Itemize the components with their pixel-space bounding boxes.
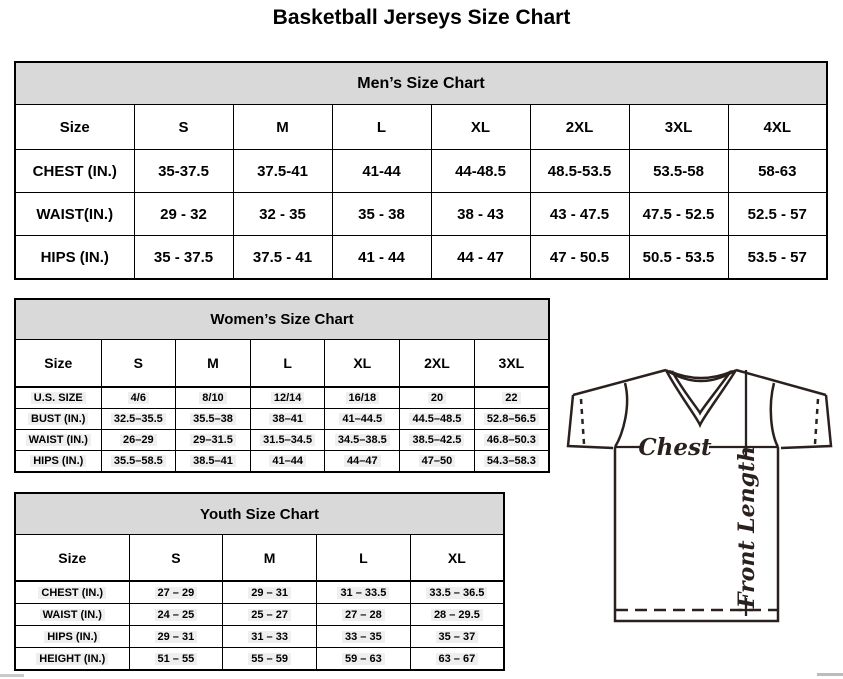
size-value: 24 – 25 — [129, 604, 223, 626]
size-value: 31 – 33 — [223, 626, 317, 648]
size-value: 28 – 29.5 — [410, 604, 504, 626]
column-header: Size — [15, 105, 134, 150]
column-header: S — [129, 535, 223, 582]
table-row — [15, 604, 504, 626]
size-value: 51 – 55 — [129, 648, 223, 671]
men-table-title: Men’s Size Chart — [15, 62, 827, 105]
mens-size-chart-table — [14, 61, 828, 280]
page-title: Basketball Jerseys Size Chart — [272, 6, 571, 29]
column-header: 2XL — [400, 340, 475, 388]
size-value: 43 - 47.5 — [530, 193, 629, 236]
row-label: U.S. SIZE — [15, 387, 101, 409]
size-value: 55 – 59 — [223, 648, 317, 671]
size-value: 44-48.5 — [431, 150, 530, 193]
size-value: 54.3–58.3 — [474, 451, 549, 473]
row-label: HIPS (IN.) — [15, 626, 129, 648]
table-row — [15, 626, 504, 648]
size-value: 29–31.5 — [176, 430, 251, 451]
size-value: 27 – 29 — [129, 581, 223, 604]
size-value: 29 – 31 — [129, 626, 223, 648]
size-value: 41–44.5 — [325, 409, 400, 430]
table-row — [15, 430, 549, 451]
row-label: BUST (IN.) — [15, 409, 101, 430]
size-value: 31.5–34.5 — [250, 430, 325, 451]
column-header: M — [233, 105, 332, 150]
column-header: XL — [325, 340, 400, 388]
size-value: 4/6 — [101, 387, 176, 409]
size-value: 35-37.5 — [134, 150, 233, 193]
jersey-left-armhole-curve — [615, 383, 627, 447]
size-value: 47 - 50.5 — [530, 236, 629, 280]
size-value: 12/14 — [250, 387, 325, 409]
size-value: 32.5–35.5 — [101, 409, 176, 430]
row-label: WAIST (IN.) — [15, 604, 129, 626]
jersey-left-shoulder-line — [573, 370, 666, 395]
jersey-right-sleeve-outline — [781, 395, 831, 448]
table-row — [15, 236, 827, 280]
size-value: 53.5-58 — [629, 150, 728, 193]
size-value: 58-63 — [728, 150, 827, 193]
size-value: 52.5 - 57 — [728, 193, 827, 236]
column-header: M — [176, 340, 251, 388]
size-value: 38–41 — [250, 409, 325, 430]
table-row — [15, 387, 549, 409]
size-value: 35 – 37 — [410, 626, 504, 648]
front-length-label: Front Length — [734, 445, 760, 609]
jersey-right-armhole-curve — [771, 383, 778, 447]
size-value: 44–47 — [325, 451, 400, 473]
jersey-right-cuff-dashed-line — [815, 399, 818, 444]
column-header: 2XL — [530, 105, 629, 150]
size-value: 46.8–50.3 — [474, 430, 549, 451]
size-value: 16/18 — [325, 387, 400, 409]
size-value: 8/10 — [176, 387, 251, 409]
size-value: 26–29 — [101, 430, 176, 451]
size-value: 44.5–48.5 — [400, 409, 475, 430]
size-value: 59 – 63 — [317, 648, 411, 671]
size-value: 38.5–42.5 — [400, 430, 475, 451]
size-value: 41 - 44 — [332, 236, 431, 280]
size-value: 38 - 43 — [431, 193, 530, 236]
women-table-title: Women’s Size Chart — [15, 299, 549, 340]
size-value: 20 — [400, 387, 475, 409]
size-value: 22 — [474, 387, 549, 409]
size-value: 48.5-53.5 — [530, 150, 629, 193]
youth-table-title: Youth Size Chart — [15, 493, 504, 535]
size-value: 33.5 – 36.5 — [410, 581, 504, 604]
size-value: 25 – 27 — [223, 604, 317, 626]
size-value: 27 – 28 — [317, 604, 411, 626]
table-row — [15, 150, 827, 193]
table-header-row — [15, 105, 827, 150]
column-header: XL — [410, 535, 504, 582]
size-value: 52.8–56.5 — [474, 409, 549, 430]
size-value: 37.5-41 — [233, 150, 332, 193]
size-value: 37.5 - 41 — [233, 236, 332, 280]
column-header: 4XL — [728, 105, 827, 150]
jersey-right-shoulder-line — [736, 370, 826, 395]
column-header: S — [101, 340, 176, 388]
size-value: 31 – 33.5 — [317, 581, 411, 604]
womens-size-chart-table — [14, 298, 550, 473]
row-label: WAIST(IN.) — [15, 193, 134, 236]
table-row — [15, 581, 504, 604]
scrollbar-fragment-left — [0, 674, 24, 677]
table-row — [15, 451, 549, 473]
youth-size-chart-table — [14, 492, 505, 671]
jersey-left-cuff-dashed-line — [581, 399, 584, 444]
size-value: 35.5–58.5 — [101, 451, 176, 473]
column-header: 3XL — [629, 105, 728, 150]
size-value: 47.5 - 52.5 — [629, 193, 728, 236]
column-header: L — [317, 535, 411, 582]
size-value: 33 – 35 — [317, 626, 411, 648]
size-value: 41–44 — [250, 451, 325, 473]
chest-label: Chest — [638, 434, 712, 461]
row-label: CHEST (IN.) — [15, 150, 134, 193]
column-header: Size — [15, 535, 129, 582]
size-value: 53.5 - 57 — [728, 236, 827, 280]
size-value: 50.5 - 53.5 — [629, 236, 728, 280]
size-value: 34.5–38.5 — [325, 430, 400, 451]
scrollbar-fragment-right — [817, 673, 843, 676]
table-row — [15, 648, 504, 671]
size-value: 38.5–41 — [176, 451, 251, 473]
column-header: 3XL — [474, 340, 549, 388]
column-header: M — [223, 535, 317, 582]
table-header-row — [15, 340, 549, 388]
table-row — [15, 409, 549, 430]
size-value: 29 - 32 — [134, 193, 233, 236]
size-value: 44 - 47 — [431, 236, 530, 280]
row-label: HIPS (IN.) — [15, 236, 134, 280]
column-header: L — [332, 105, 431, 150]
column-header: S — [134, 105, 233, 150]
jersey-left-sleeve-outline — [568, 395, 613, 448]
size-value: 35 - 38 — [332, 193, 431, 236]
size-value: 32 - 35 — [233, 193, 332, 236]
column-header: L — [250, 340, 325, 388]
table-header-row — [15, 535, 504, 582]
column-header: Size — [15, 340, 101, 388]
size-value: 41-44 — [332, 150, 431, 193]
row-label: WAIST (IN.) — [15, 430, 101, 451]
row-label: HEIGHT (IN.) — [15, 648, 129, 671]
table-row — [15, 193, 827, 236]
jersey-measurement-diagram — [556, 358, 843, 633]
size-value: 35.5–38 — [176, 409, 251, 430]
size-value: 47–50 — [400, 451, 475, 473]
size-value: 63 – 67 — [410, 648, 504, 671]
row-label: CHEST (IN.) — [15, 581, 129, 604]
size-value: 35 - 37.5 — [134, 236, 233, 280]
row-label: HIPS (IN.) — [15, 451, 101, 473]
column-header: XL — [431, 105, 530, 150]
size-value: 29 – 31 — [223, 581, 317, 604]
